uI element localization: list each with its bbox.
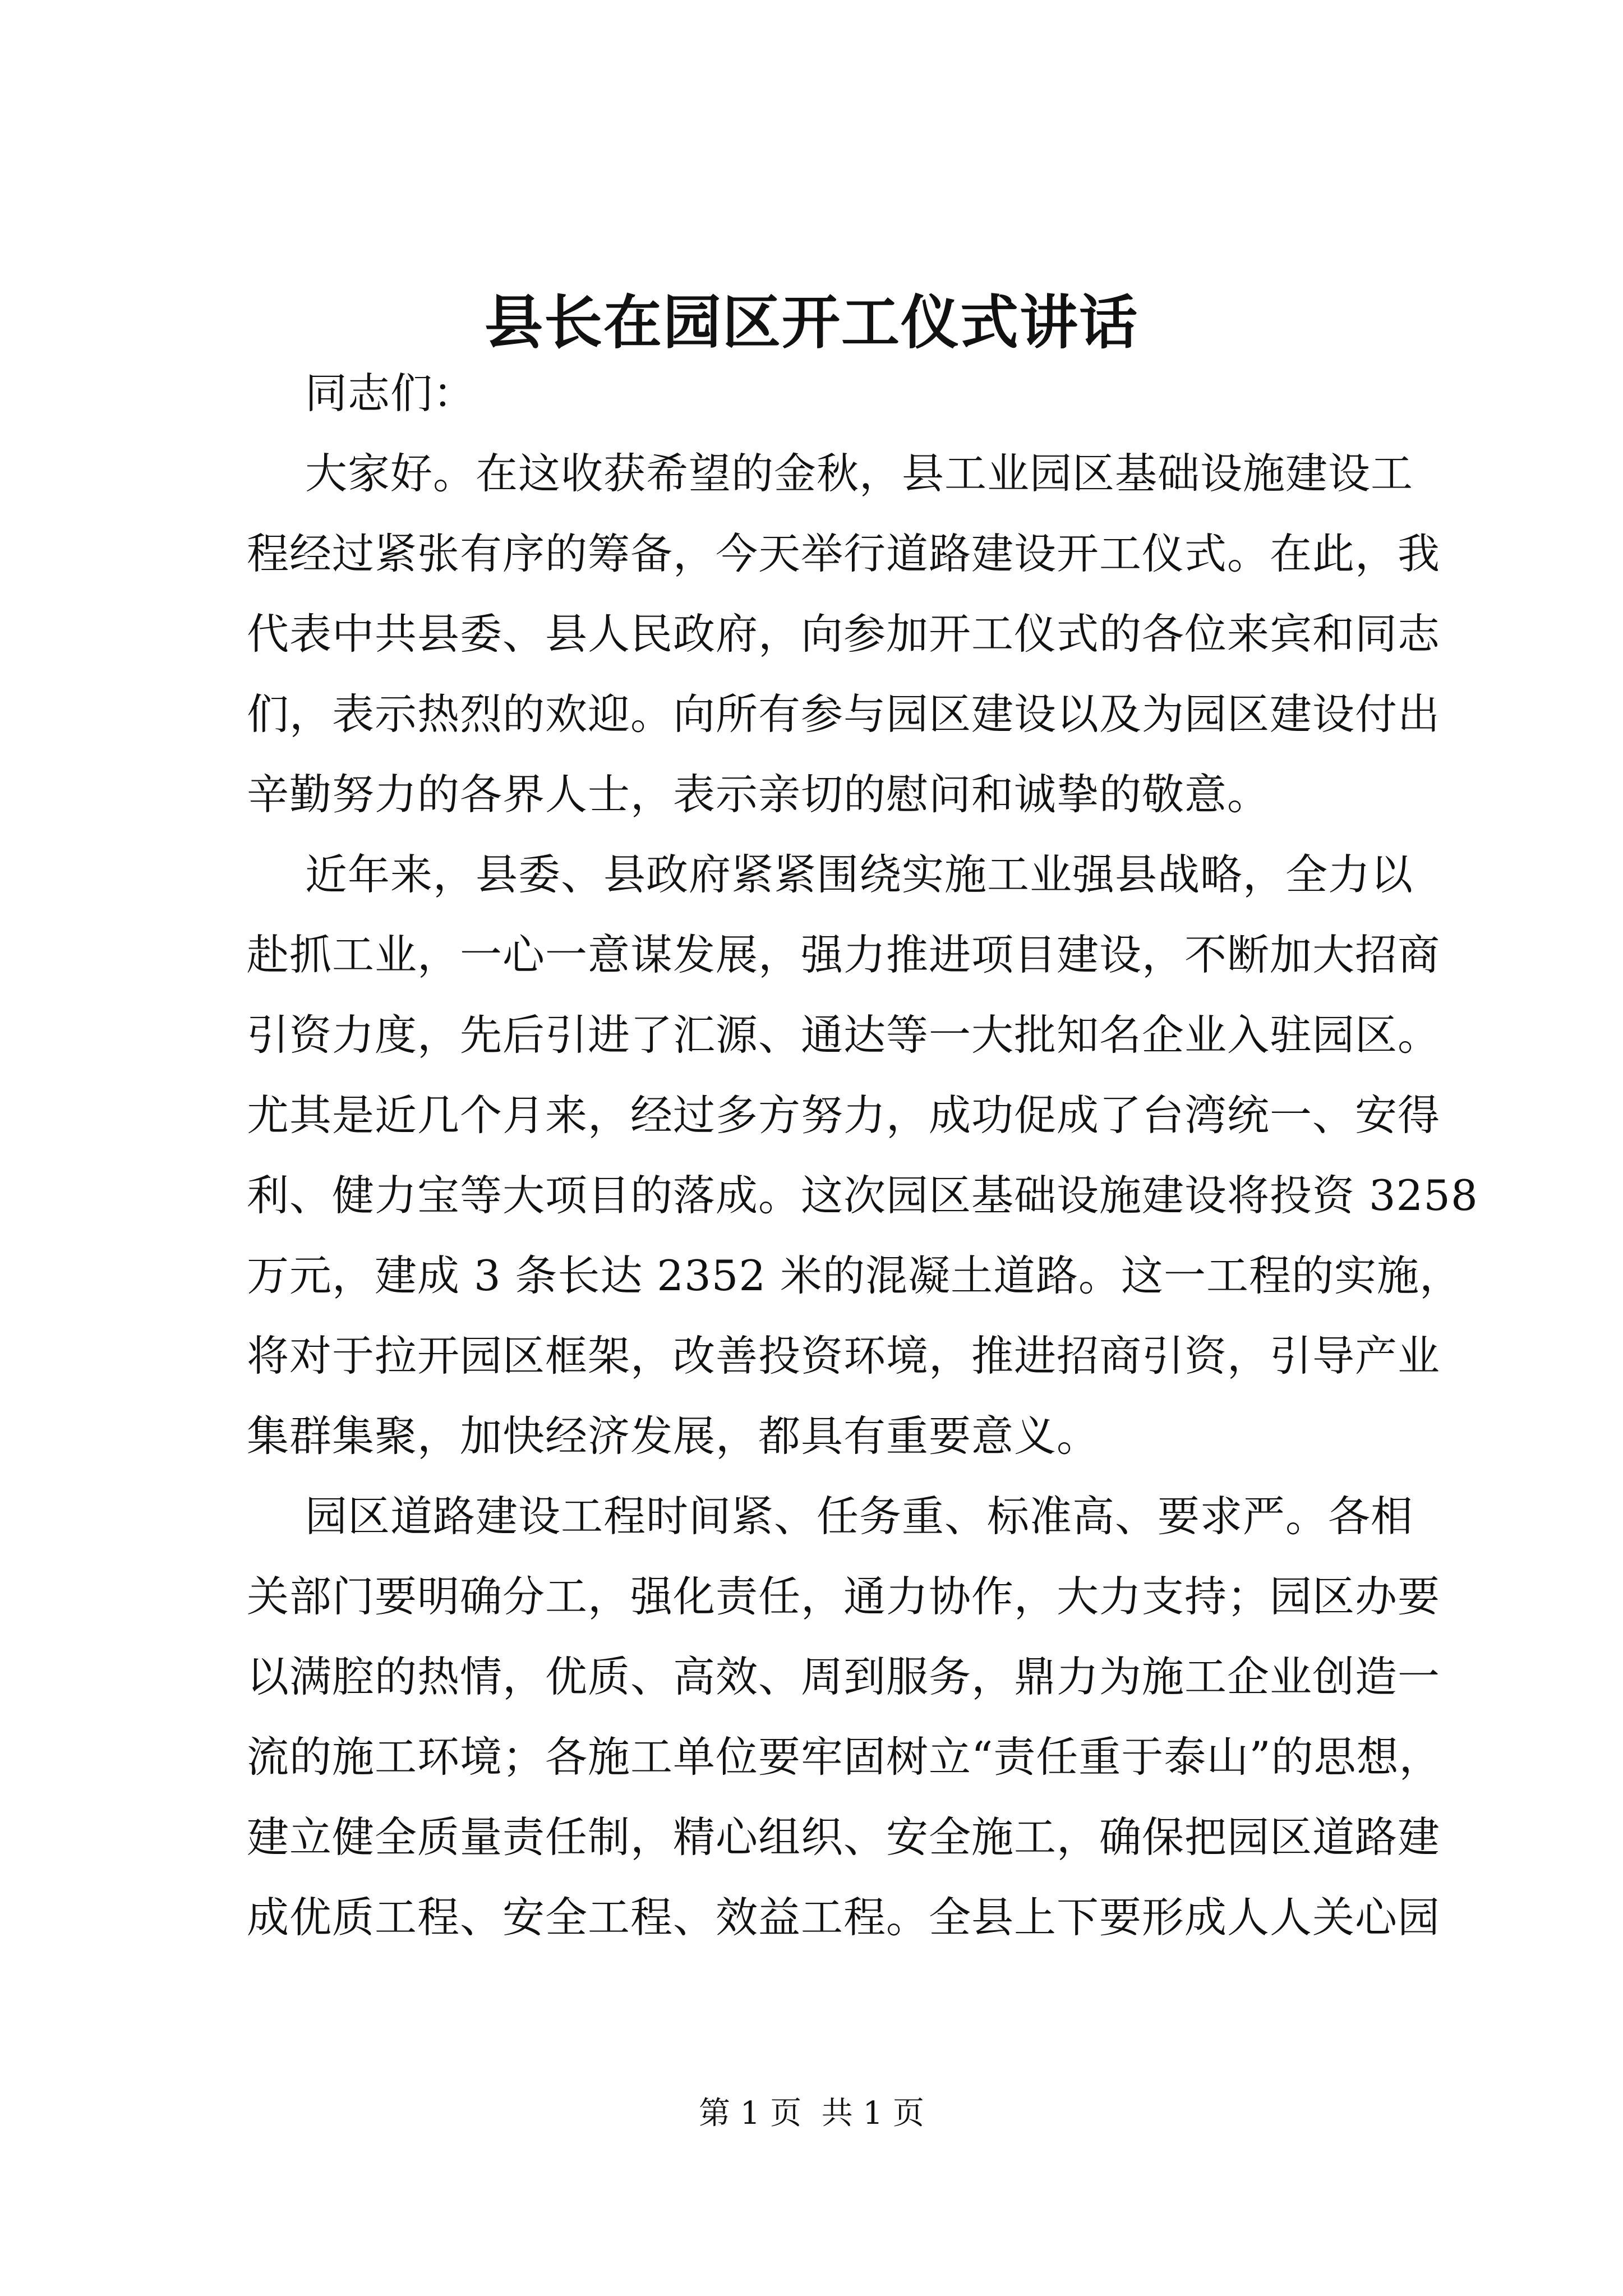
document-title: 县长在园区开工仪式讲话 <box>484 288 1138 357</box>
paragraph-2-line-3: 引资力度，先后引进了汇源、通达等一大批知名企业入驻园区。 <box>247 1010 1441 1060</box>
paragraph-3-line-1: 园区道路建设工程时间紧、任务重、标准高、要求严。各相 <box>305 1492 1414 1541</box>
paragraph-1-line-5: 辛勤努力的各界人士，表示亲切的慰问和诚挚的敬意。 <box>247 770 1270 819</box>
paragraph-1-line-2: 程经过紧张有序的筹备，今天举行道路建设开工仪式。在此，我 <box>247 529 1441 578</box>
paragraph-2-line-4: 尤其是近几个月来，经过多方努力，成功促成了台湾统一、安得 <box>247 1091 1441 1140</box>
paragraph-3-line-2: 关部门要明确分工，强化责任，通力协作，大力支持；园区办要 <box>247 1572 1441 1621</box>
paragraph-2-line-7: 将对于拉开园区框架，改善投资环境，推进招商引资，引导产业 <box>247 1331 1441 1381</box>
salutation-line: 同志们： <box>305 369 476 418</box>
paragraph-1-line-1: 大家好。在这收获希望的金秋，县工业园区基础设施建设工 <box>305 449 1414 498</box>
paragraph-1-line-4: 们，表示热烈的欢迎。向所有参与园区建设以及为园区建设付出 <box>247 689 1441 739</box>
paragraph-2-line-5: 利、健力宝等大项目的落成。这次园区基础设施建设将投资 3258 <box>247 1171 1478 1220</box>
paragraph-1-line-3: 代表中共县委、县人民政府，向参加开工仪式的各位来宾和同志 <box>247 609 1441 659</box>
paragraph-3-line-6: 成优质工程、安全工程、效益工程。全县上下要形成人人关心园 <box>247 1893 1441 1942</box>
paragraph-3-line-5: 建立健全质量责任制，精心组织、安全施工，确保把园区道路建 <box>247 1812 1441 1862</box>
paragraph-2-line-2: 赴抓工业，一心一意谋发展，强力推进项目建设，不断加大招商 <box>247 930 1441 979</box>
paragraph-2-line-6: 万元，建成 3 条长达 2352 米的混凝土道路。这一工程的实施， <box>247 1251 1462 1300</box>
document-body <box>247 353 1478 1958</box>
page-footer: 第 1 页 共 1 页 <box>698 2095 925 2132</box>
paragraph-2-line-1: 近年来，县委、县政府紧紧围绕实施工业强县战略，全力以 <box>305 850 1414 899</box>
paragraph-3-line-4: 流的施工环境；各施工单位要牢固树立“责任重于泰山”的思想， <box>247 1732 1442 1782</box>
paragraph-3-line-3: 以满腔的热情，优质、高效、周到服务，鼎力为施工企业创造一 <box>247 1652 1441 1701</box>
paragraph-2-line-8: 集群集聚，加快经济发展，都具有重要意义。 <box>247 1411 1100 1461</box>
